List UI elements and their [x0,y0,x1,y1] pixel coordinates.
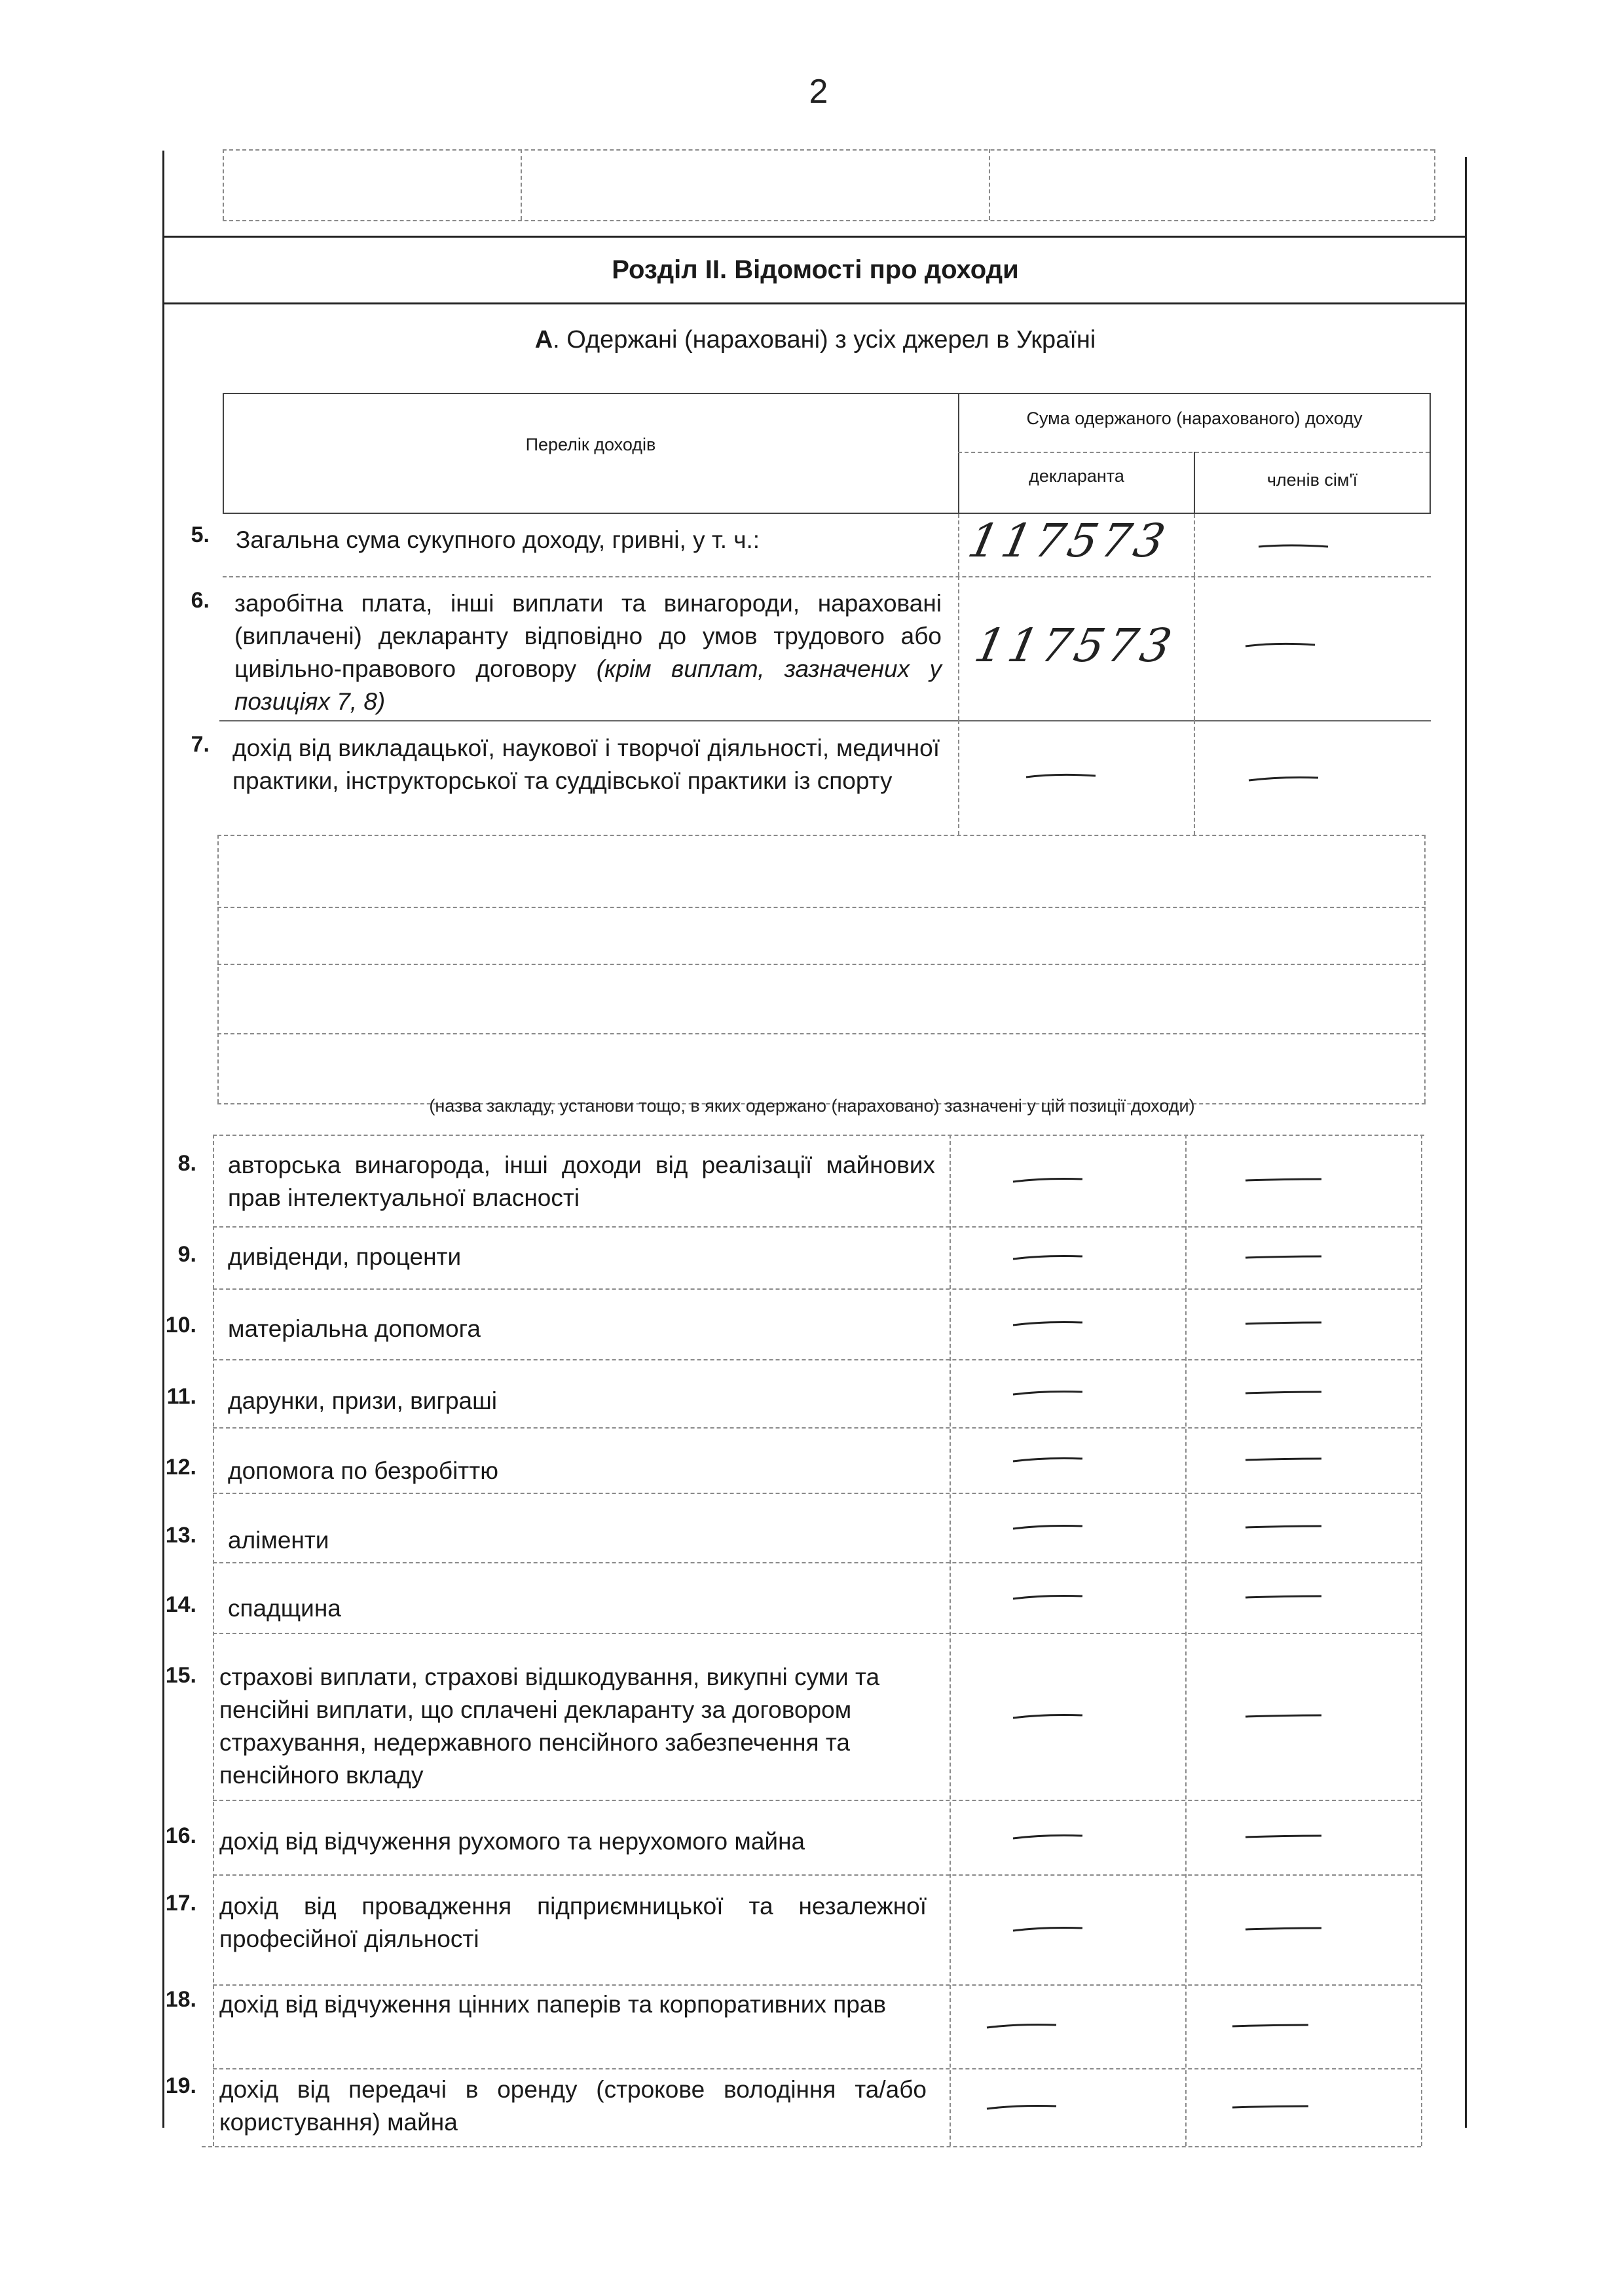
row-text: страхові виплати, страхові відшкодування, викупні суми та пенсійні виплати, що сплачені декларанту за договором страхування, недержавного пенсійного забезпечення та пенсійного вкладу [219,1664,880,1789]
row-number: 13. [165,1523,196,1548]
header-declarant: декларанта [1029,466,1124,486]
header-income-list: Перелік доходів [525,435,656,454]
declarant-dash [1012,1174,1084,1187]
row-text: Загальна сума сукупного доходу, гривні, у т. ч.: [236,526,760,553]
row-number: 16. [165,1823,196,1848]
family-dash [1244,1710,1323,1723]
declarant-dash [1012,1591,1084,1604]
declarant-dash [1012,1453,1084,1467]
row-number: 8. [177,1151,196,1176]
row-text: спадщина [228,1595,341,1622]
family-dash [1231,2101,1310,2114]
header-family: членів сім'ї [1266,470,1358,490]
row-text: дарунки, призи, виграші [228,1387,498,1414]
row-text: аліменти [228,1527,329,1554]
declarant-dash [1012,1387,1084,1400]
row-text: авторська винагорода, інші доходи від реалізації майнових прав інтелектуальної власності [228,1152,935,1211]
declarant-dash [1012,1710,1084,1723]
section-title: Розділ ІІ. Відомості про доходи [612,255,1019,284]
row-text: заробітна плата, інші виплати та винагороди, нараховані (виплачені) декларанту відповідно до умов трудового або цивільно-правового договору (крім виплат, зазначених у позиціях 7, 8) [234,590,942,715]
header-sum: Сума одержаного (нарахованого) доходу [1026,409,1363,428]
row-text: дохід від провадження підприємницької та незалежної професійної діяльності [219,1893,927,1952]
row-text: матеріальна допомога [228,1315,481,1342]
subsection-title: А. Одержані (нараховані) з усіх джерел в Україні [534,326,1096,354]
row-number: 14. [165,1592,196,1617]
family-dash [1244,1521,1323,1534]
row-number: 11. [166,1384,196,1409]
page-number: 2 [809,73,828,111]
frame-right-border [1465,157,1467,2128]
family-dash [1244,1387,1323,1400]
family-dash [1244,1317,1323,1330]
row-number: 18. [165,1987,196,2012]
declarant-dash [1012,1251,1084,1264]
declarant-dash [1012,1317,1084,1330]
row-number: 17. [165,1891,196,1916]
row-number: 12. [165,1455,196,1480]
family-dash [1244,1453,1323,1467]
row-number: 6. [191,588,210,613]
row-text: дивіденди, проценти [228,1243,462,1270]
row-number: 15. [165,1663,196,1688]
institution-caption: (назва закладу, установи тощо, в яких одержано (нараховано) зазначені у цій позиції доходи) [429,1096,1195,1116]
row-text: дохід від передачі в оренду (строкове володіння та/або користування) майна [219,2076,927,2136]
family-dash [1257,540,1329,553]
section-bottom-rule [162,302,1467,304]
declarant-dash [986,2020,1058,2033]
row-text: дохід від відчуження цінних паперів та корпоративних прав [219,1991,887,2018]
row-text: допомога по безробіттю [228,1457,498,1484]
row-text: дохід від викладацької, наукової і творчої діяльності, медичної практики, інструкторської та суддівської практики із спорту [232,735,940,794]
family-dash [1247,773,1320,786]
row-number: 19. [165,2073,196,2098]
declarant-value: 117573 [963,514,1173,568]
family-dash [1244,1251,1323,1264]
family-dash [1244,1174,1323,1187]
declarant-dash [1012,1831,1084,1844]
family-dash [1244,638,1316,651]
declarant-dash [1012,1521,1084,1534]
row-text: дохід від відчуження рухомого та нерухомого майна [219,1828,805,1855]
family-dash [1244,1591,1323,1604]
declarant-dash [986,2101,1058,2114]
row-number: 7. [191,732,210,757]
row-number: 10. [165,1313,196,1338]
section-top-rule [162,236,1467,238]
family-dash [1244,1831,1323,1844]
row-number: 5. [191,522,210,547]
family-dash [1244,1923,1323,1936]
row-number: 9. [177,1242,196,1267]
declarant-value: 117573 [970,619,1180,672]
family-dash [1231,2020,1310,2033]
declarant-dash [1025,769,1097,782]
declarant-dash [1012,1923,1084,1936]
